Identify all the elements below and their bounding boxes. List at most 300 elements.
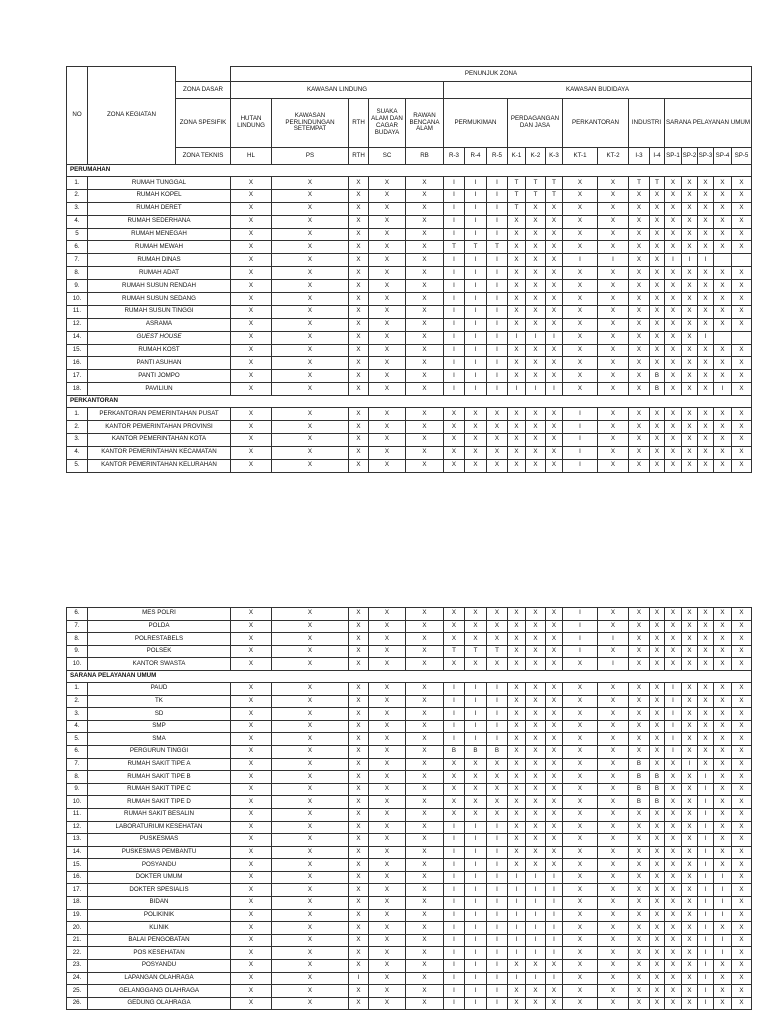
zone-permission-cell: X bbox=[546, 202, 563, 215]
zone-permission-cell: X bbox=[714, 758, 732, 771]
zone-permission-cell: X bbox=[629, 745, 650, 758]
zone-permission-cell: X bbox=[508, 821, 526, 834]
zone-permission-cell: X bbox=[465, 433, 487, 446]
table-row bbox=[67, 758, 752, 771]
zone-permission-cell: X bbox=[682, 370, 698, 383]
zone-permission-cell: X bbox=[546, 695, 563, 708]
zone-permission-cell: I bbox=[444, 357, 465, 370]
zone-permission-cell: I bbox=[563, 645, 598, 658]
zone-permission-cell: X bbox=[629, 446, 650, 459]
table-row bbox=[67, 796, 752, 809]
zone-permission-cell: I bbox=[487, 922, 508, 935]
header-code: I-3 bbox=[629, 148, 650, 165]
zone-permission-cell: X bbox=[487, 633, 508, 646]
zone-permission-cell: X bbox=[349, 922, 369, 935]
zone-permission-cell: X bbox=[682, 972, 698, 985]
zone-permission-cell: X bbox=[598, 267, 629, 280]
zone-permission-cell: X bbox=[272, 783, 349, 796]
zone-permission-cell: X bbox=[526, 985, 546, 998]
zone-permission-cell: X bbox=[563, 280, 598, 293]
zone-permission-cell: X bbox=[369, 771, 406, 784]
zone-permission-cell: X bbox=[682, 695, 698, 708]
zone-permission-cell: X bbox=[349, 254, 369, 267]
zone-permission-cell: X bbox=[732, 720, 752, 733]
zone-permission-cell: X bbox=[629, 215, 650, 228]
activity-name: RUMAH DERET bbox=[88, 202, 231, 215]
zone-permission-cell: X bbox=[349, 745, 369, 758]
row-number: 7. bbox=[67, 758, 88, 771]
zone-permission-cell: X bbox=[526, 344, 546, 357]
zone-permission-cell: X bbox=[598, 446, 629, 459]
zone-permission-cell: I bbox=[563, 421, 598, 434]
zone-permission-cell: X bbox=[272, 267, 349, 280]
zone-permission-cell: X bbox=[563, 658, 598, 671]
zone-permission-cell: X bbox=[406, 254, 444, 267]
zone-permission-cell: X bbox=[629, 871, 650, 884]
table-row bbox=[67, 433, 752, 446]
header-zona-teknis: ZONA TEKNIS bbox=[176, 148, 231, 165]
zone-permission-cell: X bbox=[650, 202, 665, 215]
zone-permission-cell: X bbox=[546, 783, 563, 796]
zone-permission-cell: X bbox=[272, 733, 349, 746]
zone-permission-cell: X bbox=[732, 897, 752, 910]
zone-permission-cell: X bbox=[349, 608, 369, 621]
zone-permission-cell: X bbox=[598, 947, 629, 960]
zone-permission-cell: X bbox=[563, 241, 598, 254]
zone-permission-cell: X bbox=[369, 821, 406, 834]
zone-permission-cell: X bbox=[526, 633, 546, 646]
row-number: 19. bbox=[67, 909, 88, 922]
zone-permission-cell: I bbox=[465, 383, 487, 396]
zone-permission-cell: I bbox=[508, 947, 526, 960]
zone-permission-cell: X bbox=[598, 808, 629, 821]
zone-permission-cell: I bbox=[444, 228, 465, 241]
header-code: SP-2 bbox=[682, 148, 698, 165]
zone-permission-cell: X bbox=[714, 997, 732, 1010]
zone-permission-cell: X bbox=[598, 771, 629, 784]
zone-permission-cell: I bbox=[487, 189, 508, 202]
table-row bbox=[67, 897, 752, 910]
zone-permission-cell: X bbox=[546, 254, 563, 267]
zone-permission-cell: X bbox=[698, 745, 714, 758]
zone-permission-cell: X bbox=[563, 305, 598, 318]
zone-permission-cell: X bbox=[665, 808, 682, 821]
zone-permission-cell: X bbox=[563, 871, 598, 884]
zone-permission-cell: X bbox=[598, 293, 629, 306]
row-number: 26. bbox=[67, 997, 88, 1010]
zone-permission-cell: X bbox=[732, 934, 752, 947]
header-code: RB bbox=[406, 148, 444, 165]
activity-name: SD bbox=[88, 708, 231, 721]
zone-permission-cell: X bbox=[508, 783, 526, 796]
row-number: 22. bbox=[67, 947, 88, 960]
zone-permission-cell: X bbox=[665, 280, 682, 293]
zone-permission-cell: X bbox=[487, 421, 508, 434]
zone-permission-cell: X bbox=[508, 682, 526, 695]
zone-permission-cell: X bbox=[272, 909, 349, 922]
activity-name: RUMAH DINAS bbox=[88, 254, 231, 267]
zone-permission-cell: X bbox=[563, 846, 598, 859]
zone-permission-cell: X bbox=[349, 421, 369, 434]
zone-permission-cell: X bbox=[526, 783, 546, 796]
zone-permission-cell: X bbox=[546, 808, 563, 821]
zone-permission-cell: X bbox=[526, 318, 546, 331]
zone-permission-cell: I bbox=[698, 846, 714, 859]
zone-permission-cell: X bbox=[444, 433, 465, 446]
zone-permission-cell: X bbox=[526, 421, 546, 434]
zone-permission-cell: X bbox=[546, 228, 563, 241]
zone-permission-cell: X bbox=[598, 821, 629, 834]
zone-permission-cell: X bbox=[526, 357, 546, 370]
zone-permission-cell: I bbox=[487, 972, 508, 985]
zone-permission-cell: I bbox=[487, 733, 508, 746]
zone-permission-cell: X bbox=[598, 305, 629, 318]
table-row bbox=[67, 633, 752, 646]
activity-name: BIDAN bbox=[88, 897, 231, 910]
zone-permission-cell: I bbox=[465, 708, 487, 721]
zone-permission-cell: X bbox=[465, 783, 487, 796]
zone-permission-cell: X bbox=[231, 972, 272, 985]
zone-permission-cell: X bbox=[546, 645, 563, 658]
zone-permission-cell: X bbox=[732, 446, 752, 459]
header-kawasan-lindung: KAWASAN LINDUNG bbox=[231, 82, 444, 99]
zone-permission-cell: X bbox=[465, 408, 487, 421]
zone-permission-cell: X bbox=[272, 633, 349, 646]
zone-permission-cell: X bbox=[665, 934, 682, 947]
header-industri: INDUSTRI bbox=[629, 99, 665, 148]
zone-permission-cell: X bbox=[698, 421, 714, 434]
zone-permission-cell: X bbox=[732, 459, 752, 472]
zone-permission-cell: I bbox=[487, 909, 508, 922]
zone-permission-cell: X bbox=[629, 934, 650, 947]
zone-permission-cell: X bbox=[732, 884, 752, 897]
zone-permission-cell: B bbox=[650, 771, 665, 784]
zone-permission-cell: X bbox=[487, 658, 508, 671]
zone-permission-cell: X bbox=[272, 254, 349, 267]
zone-permission-cell: X bbox=[650, 267, 665, 280]
header-code: RTH bbox=[349, 148, 369, 165]
zone-permission-cell: X bbox=[231, 177, 272, 190]
zoning-table-top bbox=[66, 66, 752, 473]
zone-permission-cell: X bbox=[487, 783, 508, 796]
header-code: KT-1 bbox=[563, 148, 598, 165]
zone-permission-cell: X bbox=[682, 202, 698, 215]
zone-permission-cell: X bbox=[406, 280, 444, 293]
zone-permission-cell: X bbox=[629, 960, 650, 973]
zone-permission-cell: I bbox=[665, 682, 682, 695]
zone-permission-cell: X bbox=[508, 745, 526, 758]
zone-permission-cell: X bbox=[272, 658, 349, 671]
zone-permission-cell: X bbox=[231, 808, 272, 821]
zone-permission-cell: X bbox=[231, 254, 272, 267]
row-number: 1. bbox=[67, 408, 88, 421]
zone-permission-cell: I bbox=[698, 922, 714, 935]
zone-permission-cell: X bbox=[508, 293, 526, 306]
zone-permission-cell: I bbox=[487, 846, 508, 859]
zone-permission-cell: X bbox=[629, 293, 650, 306]
zone-permission-cell: I bbox=[465, 267, 487, 280]
zone-permission-cell: X bbox=[682, 446, 698, 459]
zone-permission-cell: X bbox=[508, 733, 526, 746]
zone-permission-cell: X bbox=[598, 202, 629, 215]
table-row bbox=[67, 293, 752, 306]
zone-permission-cell: I bbox=[444, 934, 465, 947]
zone-permission-cell: X bbox=[526, 720, 546, 733]
zone-permission-cell: X bbox=[598, 189, 629, 202]
zone-permission-cell: I bbox=[546, 884, 563, 897]
zone-permission-cell: X bbox=[598, 934, 629, 947]
zone-permission-cell: X bbox=[563, 771, 598, 784]
zone-permission-cell: X bbox=[598, 215, 629, 228]
zone-permission-cell: X bbox=[650, 834, 665, 847]
zone-permission-cell: I bbox=[444, 189, 465, 202]
row-number: 9. bbox=[67, 783, 88, 796]
zone-permission-cell: X bbox=[598, 909, 629, 922]
zone-permission-cell: I bbox=[508, 972, 526, 985]
activity-name: LABORATURIUM KESEHATAN bbox=[88, 821, 231, 834]
zone-permission-cell: X bbox=[650, 808, 665, 821]
zone-permission-cell: X bbox=[508, 433, 526, 446]
zone-permission-cell: I bbox=[698, 934, 714, 947]
zone-permission-cell: X bbox=[682, 834, 698, 847]
zone-permission-cell: X bbox=[444, 633, 465, 646]
zone-permission-cell: X bbox=[698, 189, 714, 202]
zone-permission-cell: X bbox=[629, 733, 650, 746]
zone-permission-cell: X bbox=[349, 344, 369, 357]
zone-permission-cell: X bbox=[650, 645, 665, 658]
zone-permission-cell: X bbox=[272, 215, 349, 228]
table-row bbox=[67, 733, 752, 746]
zone-permission-cell: X bbox=[349, 682, 369, 695]
zone-permission-cell: X bbox=[682, 177, 698, 190]
zone-permission-cell: X bbox=[369, 733, 406, 746]
zone-permission-cell: X bbox=[272, 897, 349, 910]
zone-permission-cell: T bbox=[629, 177, 650, 190]
row-number: 16. bbox=[67, 871, 88, 884]
zone-permission-cell: I bbox=[465, 720, 487, 733]
zone-permission-cell: X bbox=[629, 228, 650, 241]
zone-permission-cell: I bbox=[508, 331, 526, 344]
activity-name: DOKTER UMUM bbox=[88, 871, 231, 884]
header-code: K-2 bbox=[526, 148, 546, 165]
activity-name: KANTOR PEMERINTAHAN KOTA bbox=[88, 433, 231, 446]
zone-permission-cell: X bbox=[698, 682, 714, 695]
zone-permission-cell: X bbox=[272, 370, 349, 383]
zone-permission-cell: X bbox=[665, 897, 682, 910]
zone-permission-cell: I bbox=[508, 383, 526, 396]
zone-permission-cell: X bbox=[698, 758, 714, 771]
zone-permission-cell: X bbox=[629, 633, 650, 646]
zone-permission-cell: X bbox=[508, 758, 526, 771]
zone-permission-cell: X bbox=[629, 859, 650, 872]
row-number: 15. bbox=[67, 344, 88, 357]
zone-permission-cell: I bbox=[487, 821, 508, 834]
zone-permission-cell: X bbox=[272, 421, 349, 434]
zone-permission-cell: X bbox=[698, 433, 714, 446]
zone-permission-cell: X bbox=[714, 960, 732, 973]
activity-name: POLRESTABELS bbox=[88, 633, 231, 646]
zone-permission-cell: X bbox=[650, 897, 665, 910]
header-code: HL bbox=[231, 148, 272, 165]
table-row bbox=[67, 934, 752, 947]
zone-permission-cell: I bbox=[698, 985, 714, 998]
zone-permission-cell: I bbox=[698, 771, 714, 784]
table-row bbox=[67, 871, 752, 884]
zone-permission-cell: X bbox=[231, 909, 272, 922]
zone-permission-cell: X bbox=[682, 357, 698, 370]
zone-permission-cell: X bbox=[508, 985, 526, 998]
zone-permission-cell: I bbox=[508, 884, 526, 897]
zone-permission-cell: X bbox=[714, 202, 732, 215]
zone-permission-cell: X bbox=[272, 608, 349, 621]
zone-permission-cell: I bbox=[508, 922, 526, 935]
header-permukiman: PERMUKIMAN bbox=[444, 99, 508, 148]
zone-permission-cell: X bbox=[629, 997, 650, 1010]
zone-permission-cell: X bbox=[406, 934, 444, 947]
zone-permission-cell: I bbox=[546, 922, 563, 935]
zone-permission-cell: X bbox=[349, 934, 369, 947]
zone-permission-cell: X bbox=[563, 884, 598, 897]
zone-permission-cell: X bbox=[369, 433, 406, 446]
zone-permission-cell: X bbox=[526, 834, 546, 847]
zone-permission-cell: X bbox=[650, 241, 665, 254]
zone-permission-cell: X bbox=[682, 771, 698, 784]
zone-permission-cell: X bbox=[698, 267, 714, 280]
zone-permission-cell: X bbox=[508, 846, 526, 859]
zone-permission-cell: X bbox=[546, 241, 563, 254]
zone-permission-cell: X bbox=[732, 997, 752, 1010]
zone-permission-cell: X bbox=[272, 846, 349, 859]
zone-permission-cell: X bbox=[650, 408, 665, 421]
activity-name: DOKTER SPESIALIS bbox=[88, 884, 231, 897]
row-number: 14. bbox=[67, 846, 88, 859]
zone-permission-cell: I bbox=[444, 884, 465, 897]
zone-permission-cell: X bbox=[231, 859, 272, 872]
zone-permission-cell: X bbox=[444, 459, 465, 472]
zone-permission-cell: X bbox=[349, 758, 369, 771]
zone-permission-cell: X bbox=[508, 228, 526, 241]
activity-name: SMP bbox=[88, 720, 231, 733]
zone-permission-cell: X bbox=[682, 720, 698, 733]
zone-permission-cell: X bbox=[272, 189, 349, 202]
zone-permission-cell: X bbox=[369, 985, 406, 998]
zone-permission-cell: X bbox=[563, 267, 598, 280]
row-number: 1. bbox=[67, 177, 88, 190]
zone-permission-cell: X bbox=[598, 922, 629, 935]
zone-permission-cell: X bbox=[406, 177, 444, 190]
zone-permission-cell: X bbox=[406, 834, 444, 847]
zone-permission-cell: X bbox=[546, 834, 563, 847]
zone-permission-cell: X bbox=[369, 922, 406, 935]
activity-name: RUMAH MENEGAH bbox=[88, 228, 231, 241]
zone-permission-cell: X bbox=[508, 254, 526, 267]
zone-permission-cell: X bbox=[526, 620, 546, 633]
zone-permission-cell: X bbox=[598, 884, 629, 897]
zoning-table-bottom bbox=[66, 607, 752, 1010]
table-row bbox=[67, 202, 752, 215]
zone-permission-cell: X bbox=[369, 947, 406, 960]
activity-name: PANTI JOMPO bbox=[88, 370, 231, 383]
row-number: 18. bbox=[67, 383, 88, 396]
zone-permission-cell: X bbox=[546, 408, 563, 421]
zone-permission-cell: X bbox=[714, 241, 732, 254]
zone-permission-cell: X bbox=[349, 871, 369, 884]
zone-permission-cell: X bbox=[272, 459, 349, 472]
zone-permission-cell: X bbox=[444, 408, 465, 421]
zone-permission-cell: X bbox=[369, 897, 406, 910]
zone-permission-cell: X bbox=[369, 293, 406, 306]
zone-permission-cell: X bbox=[563, 745, 598, 758]
zone-permission-cell: X bbox=[272, 695, 349, 708]
table-row bbox=[67, 720, 752, 733]
zone-permission-cell: X bbox=[665, 960, 682, 973]
zone-permission-cell: X bbox=[598, 608, 629, 621]
header-code: K-1 bbox=[508, 148, 526, 165]
zone-permission-cell: X bbox=[349, 189, 369, 202]
zone-permission-cell: I bbox=[487, 934, 508, 947]
zone-permission-cell: X bbox=[231, 922, 272, 935]
zone-permission-cell: X bbox=[732, 383, 752, 396]
zone-permission-cell: X bbox=[231, 934, 272, 947]
table-row bbox=[67, 695, 752, 708]
activity-name: SMA bbox=[88, 733, 231, 746]
zone-permission-cell: X bbox=[629, 909, 650, 922]
zone-permission-cell: X bbox=[369, 189, 406, 202]
zone-permission-cell: X bbox=[231, 459, 272, 472]
zone-permission-cell: X bbox=[650, 280, 665, 293]
zone-permission-cell: I bbox=[444, 280, 465, 293]
row-number: 5 bbox=[67, 228, 88, 241]
zone-permission-cell: I bbox=[563, 608, 598, 621]
zone-permission-cell: I bbox=[487, 280, 508, 293]
zone-permission-cell: I bbox=[598, 658, 629, 671]
zone-permission-cell: X bbox=[598, 682, 629, 695]
zone-permission-cell: I bbox=[465, 177, 487, 190]
zone-permission-cell: X bbox=[698, 305, 714, 318]
zone-permission-cell: I bbox=[563, 433, 598, 446]
zone-permission-cell: X bbox=[665, 433, 682, 446]
zone-permission-cell: X bbox=[465, 808, 487, 821]
zone-permission-cell: X bbox=[508, 215, 526, 228]
activity-name: LAPANGAN OLAHRAGA bbox=[88, 972, 231, 985]
zone-permission-cell: X bbox=[508, 720, 526, 733]
zone-permission-cell: X bbox=[682, 344, 698, 357]
zone-permission-cell: X bbox=[598, 796, 629, 809]
zone-permission-cell: X bbox=[526, 682, 546, 695]
zone-permission-cell: X bbox=[714, 421, 732, 434]
zone-permission-cell: X bbox=[732, 421, 752, 434]
zone-permission-cell: X bbox=[487, 408, 508, 421]
zone-permission-cell: X bbox=[714, 408, 732, 421]
header-perkantoran: PERKANTORAN bbox=[563, 99, 629, 148]
zone-permission-cell: I bbox=[465, 960, 487, 973]
zone-permission-cell: X bbox=[650, 733, 665, 746]
zone-permission-cell: I bbox=[465, 997, 487, 1010]
zone-permission-cell: X bbox=[406, 408, 444, 421]
zone-permission-cell: I bbox=[444, 267, 465, 280]
zone-permission-cell: X bbox=[650, 189, 665, 202]
zone-permission-cell: X bbox=[563, 189, 598, 202]
zone-permission-cell: X bbox=[665, 344, 682, 357]
row-number: 8. bbox=[67, 771, 88, 784]
table-row bbox=[67, 985, 752, 998]
zone-permission-cell: I bbox=[465, 228, 487, 241]
activity-name: PAUD bbox=[88, 682, 231, 695]
zone-permission-cell: I bbox=[714, 897, 732, 910]
zone-permission-cell: X bbox=[231, 682, 272, 695]
zone-permission-cell: X bbox=[508, 997, 526, 1010]
zone-permission-cell: X bbox=[732, 947, 752, 960]
